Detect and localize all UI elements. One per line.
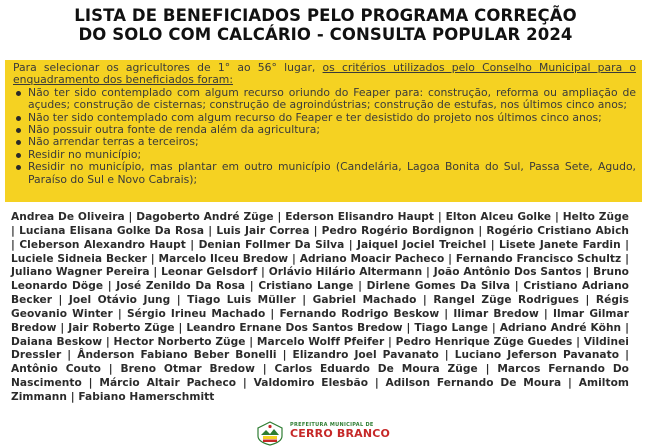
criteria-list [13,87,636,186]
footer [0,418,651,448]
page-title-line-2: DO SOLO COM CALCÁRIO - CONSULTA POPULAR 2024 [78,25,573,44]
criteria-intro [13,62,636,87]
beneficiaries-list: Andrea De Oliveira | Dagoberto André Züge | Ederson Elisandro Haupt | Elton Alceu Golke | Helto Züge | Luciana Elisana Golke Da Rosa | Luis Jair Correa | Pedro Rogério Bordignon | Rogério Cristiano Abich | Cleberson Alexandro Haupt | Denian Follmer Da Silva | Jaiquel Jociel Treichel | Lisete Janete Fardin | Luciele Sidneia Becker | Marcelo Ilceu Bredow | Adriano Moacir Pacheco | Fernando Francisco Schultz | Juliano Wagner Pereira | Leonar Gelsdorf | Orlávio Hilário Altermann | João Antônio Dos Santos | Bruno Leonardo Döge | José Zenildo Da Rosa | Cristiano Lange | Dirlene Gomes Da Silva | Cristiano Adriano Becker | Joel Otávio Jung | Tiago Luis Müller | Gabriel Machado | Rangel Züge Rodrigues | Régis Geovanio Winter | Sérgio Irineu Machado | Fernando Rodrigo Beskow | Ilimar Bredow | Ilmar Gilmar Bredow | Jair Roberto Züge | Leandro Ernane Dos Santos Bredow | Tiago Lange | Adriano André Köhn | Daiana Beskow | Hector Norberto Züge | Marcelo Wolff Pfeifer | Pedro Henrique Züge Guedes | Vildinei Dressler | Ânderson Fabiano Beber Bonelli | Elizandro Joel Pavanato | Luciano Jeferson Pavanato | Antônio Couto | Breno Otmar Bredow | Carlos Eduardo De Moura Züge | Marcos Fernando Do Nascimento | Márcio Altair Pacheco | Valdomiro Elesbão | Adilson Fernando De Moura | Amiltom Zimmann | Fabiano Hamerschmitt [11,211,629,403]
criteria-item: Não possuir outra fonte de renda além da agricultura; [13,124,636,136]
municipal-emblem-icon [255,420,285,446]
criteria-item: Residir no município; [13,149,636,161]
criteria-item: Não ter sido contemplado com algum recurso oriundo do Feaper para: construção, reforma ou ampliação de açudes; construção de cisternas; construção de agroindústrias; construção de estufas, nos últimos cinco anos; [13,87,636,112]
criteria-item: Residir no município, mas plantar em outro município (Candelária, Lagoa Bonita do Sul, Passa Sete, Agudo, Paraíso do Sul e Novo Cabrais); [13,161,636,186]
footer-brand-name: CERRO BRANCO [290,427,391,440]
page-title-line-1: LISTA DE BENEFICIADOS PELO PROGRAMA CORREÇÃO [74,6,577,25]
footer-brand [290,422,400,440]
criteria-intro-underlined: os critérios utilizados pelo Conselho Municipal para o enquadramento dos beneficiados foram: [13,61,637,87]
criteria-item: Não ter sido contemplado com algum recurso do Feaper e ter desistido do projeto nos últimos cinco anos; [13,112,636,124]
criteria-intro-plain: Para selecionar os agricultores de 1° ao 56° lugar, [13,61,323,74]
criteria-item: Não arrendar terras a terceiros; [13,136,636,148]
page-title [0,6,651,44]
footer-brand-top: PREFEITURA MUNICIPAL DE [290,422,374,428]
criteria-box [5,60,642,202]
